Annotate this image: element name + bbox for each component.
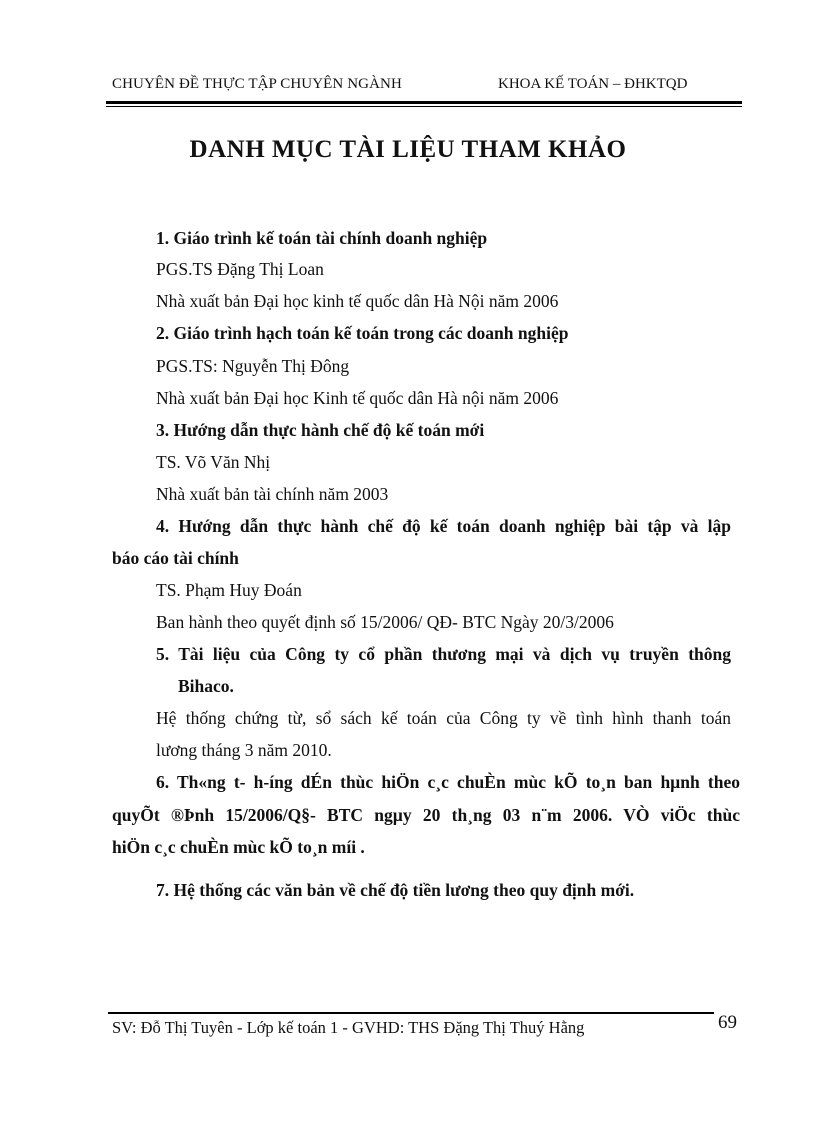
reference-1-title: 1. Giáo trình kế toán tài chính doanh nghiệp [156, 228, 488, 248]
reference-6-line3: hiÖn c¸c chuÈn mùc kÕ to¸n míi . [112, 837, 365, 857]
header-right-text: KHOA KẾ TOÁN – ĐHKTQD [498, 76, 688, 92]
reference-1-author: PGS.TS Đặng Thị Loan [156, 259, 324, 279]
reference-5-desc-line1: Hệ thống chứng từ, sổ sách kế toán của Công ty về tình hình thanh toán [156, 708, 731, 728]
reference-3-publisher: Nhà xuất bản tài chính năm 2003 [156, 484, 389, 504]
page-number: 69 [718, 1012, 737, 1033]
footer-text: SV: Đỗ Thị Tuyên - Lớp kế toán 1 - GVHD: THS Đặng Thị Thuý Hằng [112, 1018, 585, 1037]
page-title: DANH MỤC TÀI LIỆU THAM KHẢO [189, 136, 627, 163]
reference-5-title-line1: 5. Tài liệu của Công ty cổ phần thương mại và dịch vụ truyền thông [156, 644, 731, 664]
reference-6-line1: 6. Th«ng t- h-íng dÉn thùc hiÖn c¸c chuÈn mùc kÕ to¸n ban hµnh theo [156, 772, 740, 792]
reference-5-desc-line2: lương tháng 3 năm 2010. [156, 740, 332, 760]
reference-4-title-line2: báo cáo tài chính [112, 548, 239, 568]
reference-6-line2: quyÕt ®Þnh 15/2006/Q§- BTC ngµy 20 th¸ng 03 n¨m 2006. VÒ viÖc thùc [112, 805, 740, 825]
reference-2-publisher: Nhà xuất bản Đại học Kinh tế quốc dân Hà nội năm 2006 [156, 388, 559, 408]
reference-3-author: TS. Võ Văn Nhị [156, 452, 271, 472]
reference-4-author: TS. Phạm Huy Đoán [156, 580, 302, 600]
reference-3-title: 3. Hướng dẫn thực hành chế độ kế toán mới [156, 420, 485, 440]
footer-divider [108, 1012, 714, 1014]
header-divider [106, 101, 742, 104]
reference-5-title-line2: Bihaco. [178, 676, 234, 696]
reference-4-publisher: Ban hành theo quyết định số 15/2006/ QĐ- BTC Ngày 20/3/2006 [156, 612, 614, 632]
reference-7-title: 7. Hệ thống các văn bản về chế độ tiền lương theo quy định mới. [156, 880, 635, 900]
header-divider-thin [106, 106, 742, 107]
reference-1-publisher: Nhà xuất bản Đại học kinh tế quốc dân Hà Nội năm 2006 [156, 291, 559, 311]
header-left-text: CHUYÊN ĐỀ THỰC TẬP CHUYÊN NGÀNH [112, 76, 402, 92]
reference-2-author: PGS.TS: Nguyễn Thị Đông [156, 356, 350, 376]
reference-2-title: 2. Giáo trình hạch toán kế toán trong các doanh nghiệp [156, 323, 569, 343]
reference-4-title-line1: 4. Hướng dẫn thực hành chế độ kế toán doanh nghiệp bài tập và lập [156, 516, 731, 536]
